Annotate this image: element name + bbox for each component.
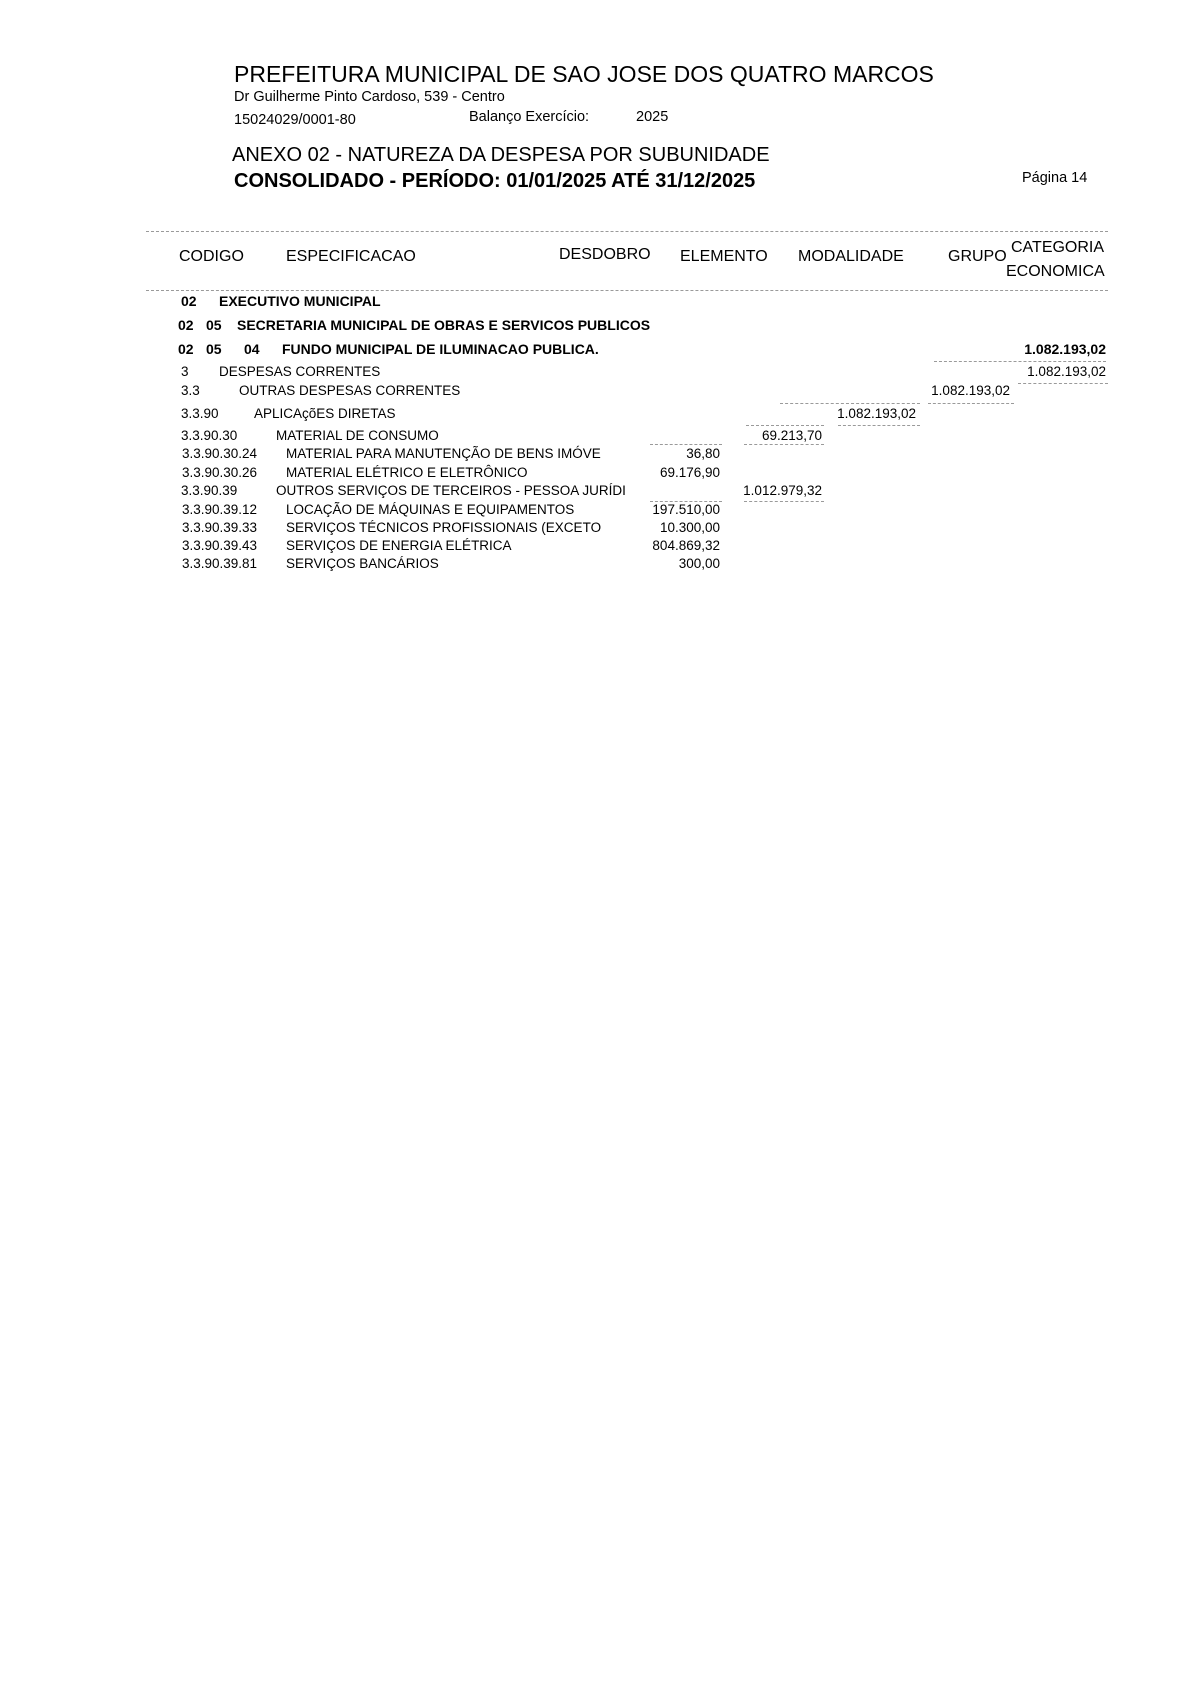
row-desc: MATERIAL DE CONSUMO <box>276 428 439 443</box>
unit-l2-code-a: 02 <box>178 317 194 333</box>
org-cnpj: 15024029/0001-80 <box>234 112 356 128</box>
col-categoria-line1: CATEGORIA <box>1011 239 1105 256</box>
row-desc: LOCAÇÃO DE MÁQUINAS E EQUIPAMENTOS <box>286 502 575 517</box>
header-bottom-rule <box>146 290 1108 291</box>
row-desdobro-value: 36,80 <box>686 446 720 461</box>
page-number: Página 14 <box>1022 170 1088 186</box>
row-desdobro-value: 69.176,90 <box>659 465 720 480</box>
row-code: 3.3.90.30.26 <box>182 465 258 480</box>
row-grupo-value: 1.082.193,02 <box>931 383 1010 398</box>
row-desdobro-value: 197.510,00 <box>652 502 720 517</box>
row-desdobro-value: 10.300,00 <box>659 520 720 535</box>
unit-l1-code: 02 <box>181 293 197 309</box>
col-especificacao: ESPECIFICACAO <box>286 248 416 265</box>
row-code: 3.3 <box>181 383 200 398</box>
col-elemento: ELEMENTO <box>680 248 768 265</box>
row-desc: MATERIAL ELÉTRICO E ELETRÔNICO <box>286 465 528 480</box>
row-code: 3.3.90 <box>181 406 219 421</box>
col-codigo: CODIGO <box>179 248 244 265</box>
anexo-title: ANEXO 02 - NATUREZA DA DESPESA POR SUBUNIDADE <box>232 144 770 166</box>
row-desc: APLICAçõES DIRETAS <box>254 406 396 421</box>
org-address: Dr Guilherme Pinto Cardoso, 539 - Centro <box>234 89 505 105</box>
row-desc: OUTRAS DESPESAS CORRENTES <box>239 383 461 398</box>
unit-l3-code-c: 04 <box>244 341 260 357</box>
org-name: PREFEITURA MUNICIPAL DE SAO JOSE DOS QUATRO MARCOS <box>234 61 934 87</box>
row-elemento-value: 1.012.979,32 <box>743 483 822 498</box>
rule-elemento-end <box>744 444 824 445</box>
row-code: 3.3.90.39.81 <box>182 556 258 571</box>
rule-elemento <box>746 425 824 426</box>
row-desc: MATERIAL PARA MANUTENÇÃO DE BENS IMÓVE <box>286 446 601 461</box>
row-desc: DESPESAS CORRENTES <box>219 364 381 379</box>
row-elemento-value: 69.213,70 <box>761 428 822 443</box>
unit-l2-name: SECRETARIA MUNICIPAL DE OBRAS E SERVICOS PUBLICOS <box>237 317 651 333</box>
row-categoria-value: 1.082.193,02 <box>1027 364 1106 379</box>
rule-modalidade <box>780 403 920 404</box>
rule-categoria <box>934 361 1106 362</box>
row-code: 3.3.90.39.43 <box>182 538 258 553</box>
row-modalidade-value: 1.082.193,02 <box>837 406 916 421</box>
rule-grupo-end <box>928 403 1014 404</box>
unit-l3-name: FUNDO MUNICIPAL DE ILUMINACAO PUBLICA. <box>282 341 599 357</box>
exercicio-year: 2025 <box>636 109 669 125</box>
rule-elemento-end <box>744 501 824 502</box>
row-code: 3 <box>181 364 189 379</box>
col-modalidade: MODALIDADE <box>798 248 904 265</box>
row-code: 3.3.90.39 <box>181 483 238 498</box>
consolidado-period: CONSOLIDADO - PERÍODO: 01/01/2025 ATÉ 31/12/2025 <box>234 170 756 192</box>
col-categoria-line2: ECONOMICA <box>1006 263 1105 280</box>
row-desc: OUTROS SERVIÇOS DE TERCEIROS - PESSOA JURÍDI <box>276 483 626 498</box>
row-desdobro-value: 804.869,32 <box>652 538 720 553</box>
unit-l3-code-b: 05 <box>206 341 222 357</box>
rule-desdobro <box>650 444 722 445</box>
col-grupo: GRUPO <box>948 248 1007 265</box>
row-desc: SERVIÇOS DE ENERGIA ELÉTRICA <box>286 538 512 553</box>
unit-l3-code-a: 02 <box>178 341 194 357</box>
unit-l3-total: 1.082.193,02 <box>1024 341 1106 357</box>
col-desdobro: DESDOBRO <box>559 246 651 263</box>
header-top-rule <box>146 231 1108 232</box>
rule-categoria-end <box>1018 383 1108 384</box>
row-code: 3.3.90.39.33 <box>182 520 258 535</box>
unit-l2-code-b: 05 <box>206 317 222 333</box>
balanco-label: Balanço Exercício: <box>469 109 590 125</box>
row-code: 3.3.90.39.12 <box>182 502 258 517</box>
rule-modalidade-end <box>838 425 920 426</box>
row-code: 3.3.90.30.24 <box>182 446 258 461</box>
row-desc: SERVIÇOS BANCÁRIOS <box>286 556 439 571</box>
row-desdobro-value: 300,00 <box>678 556 720 571</box>
unit-l1-name: EXECUTIVO MUNICIPAL <box>219 293 381 309</box>
row-desc: SERVIÇOS TÉCNICOS PROFISSIONAIS (EXCETO <box>286 520 602 535</box>
row-code: 3.3.90.30 <box>181 428 238 443</box>
